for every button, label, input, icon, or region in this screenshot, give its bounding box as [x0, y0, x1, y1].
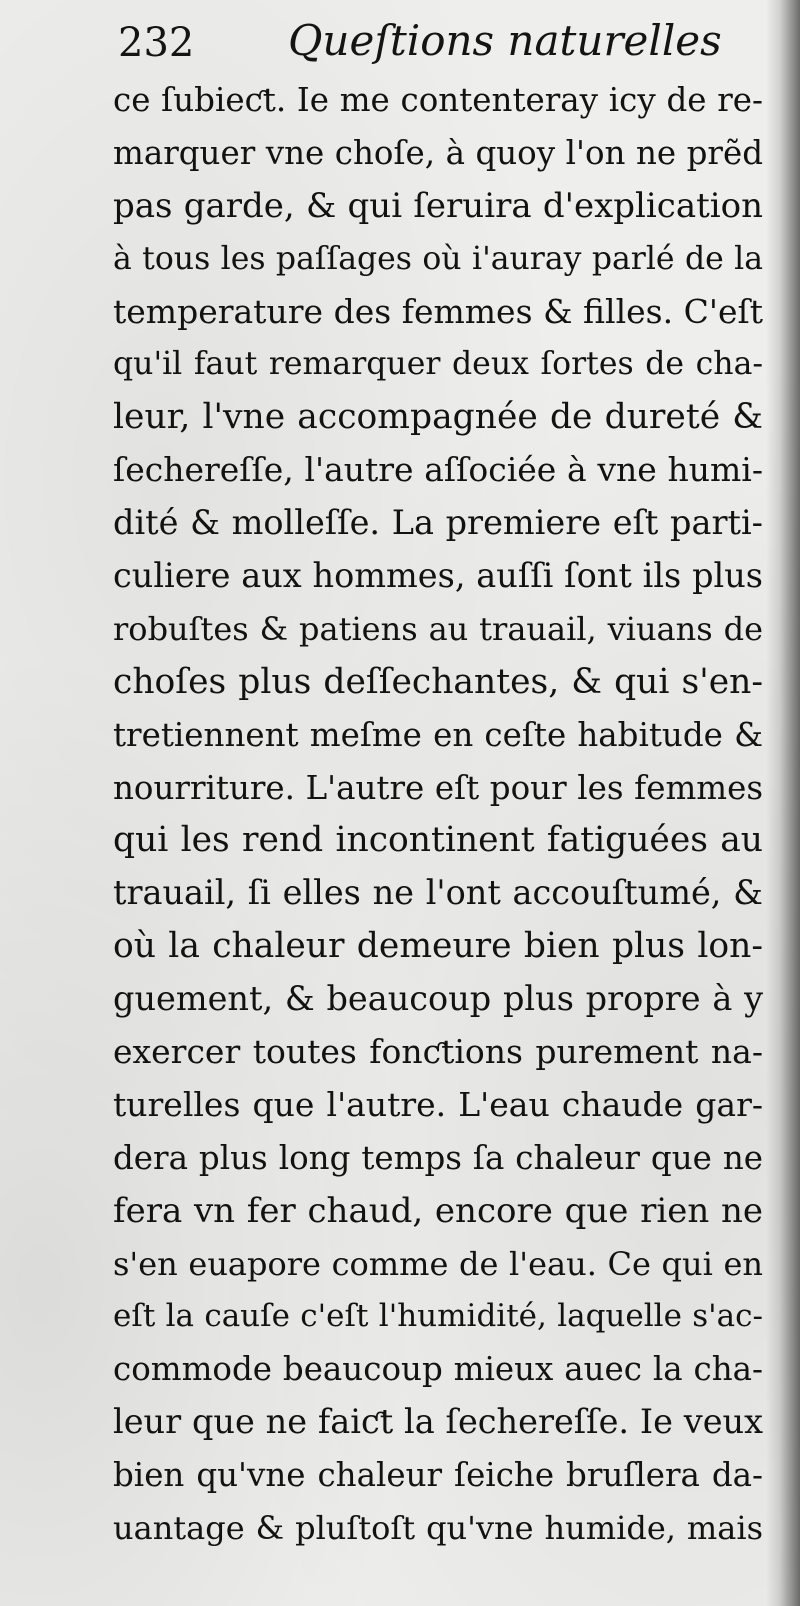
text-line: fera vn fer chaud, encore que rien ne	[113, 1190, 763, 1231]
page-header	[118, 14, 758, 78]
text-line: bien qu'vne chaleur ſeiche bruſlera da-	[113, 1456, 763, 1495]
text-line: à tous les paſſages où i'auray parlé de la	[113, 240, 763, 277]
text-line: ce ſubieƈt. Ie me contenteray icy de re-	[113, 81, 763, 119]
text-line: uantage & pluſtoſt qu'vne humide, mais	[113, 1509, 763, 1548]
text-line: exercer toutes fonƈtions purement na-	[113, 1032, 763, 1072]
text-line: pas garde, & qui ſeruira d'explication	[113, 185, 763, 226]
text-line: culiere aux hommes, auſſi ſont ils plus	[113, 556, 763, 596]
text-line: trauail, ſi elles ne l'ont accouſtumé, &	[113, 873, 763, 913]
page-edge-shadow	[766, 0, 800, 1606]
text-line: où la chaleur demeure bien plus lon-	[113, 926, 763, 967]
text-line: ſechereſſe, l'autre aſſociée à vne humi-	[113, 450, 763, 490]
text-line: dité & molleſſe. La premiere eſt parti-	[113, 503, 763, 543]
body-text	[113, 74, 763, 1555]
text-line: qui les rend incontinent fatiguées au	[113, 820, 763, 861]
text-line: s'en euapore comme de l'eau. Ce qui en	[113, 1244, 763, 1283]
text-line: tretiennent meſme en ceſte habitude &	[113, 715, 763, 754]
text-line: leur, l'vne accompagnée de dureté &	[113, 397, 763, 438]
running-title: Queſtions naturelles	[288, 16, 722, 65]
text-line: dera plus long temps ſa chaleur que ne	[113, 1138, 763, 1177]
page-number: 232	[118, 20, 195, 66]
text-line: temperature des femmes & filles. C'eſt	[113, 291, 763, 331]
text-line: guement, & beaucoup plus propre à y	[113, 979, 763, 1019]
text-line: commode beaucoup mieux auec la cha-	[113, 1350, 763, 1389]
text-line: qu'il faut remarquer deux ſortes de cha-	[113, 346, 763, 383]
text-line: leur que ne faiƈt la ſechereſſe. Ie veux	[113, 1402, 763, 1442]
text-line: choſes plus deſſechantes, & qui s'en-	[113, 661, 763, 702]
text-line: eſt la cauſe c'eſt l'humidité, laquelle s'ac-	[113, 1298, 763, 1335]
text-line: robuſtes & patiens au trauail, viuans de	[113, 609, 763, 648]
text-line: marquer vne choſe, à quoy l'on ne prẽd	[113, 133, 763, 172]
text-line: turelles que l'autre. L'eau chaude gar-	[113, 1084, 763, 1124]
text-line: nourriture. L'autre eſt pour les femmes	[113, 768, 763, 807]
